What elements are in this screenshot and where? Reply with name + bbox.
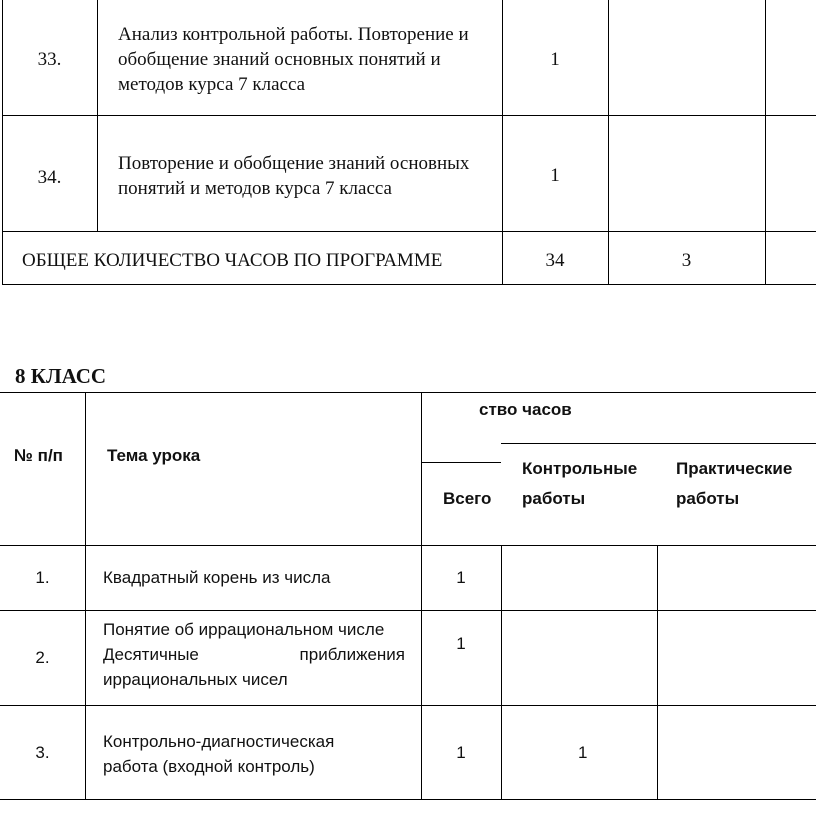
section-title: 8 КЛАСС [15,364,107,388]
summary-label: ОБЩЕЕ КОЛИЧЕСТВО ЧАСОВ ПО ПРОГРАММЕ [22,250,443,271]
row-number: 34. [37,167,62,188]
topic-word: приближения [299,645,405,664]
topic-text: Квадратный корень из числа [103,568,331,587]
topic-word: Десятичные [103,645,199,664]
summary-total: 34 [545,250,565,271]
table-border [2,231,816,232]
hours-control: 1 [578,743,588,762]
table-border [608,0,609,285]
header-total: Всего [443,489,492,508]
header-hours-group: ство часов [479,400,572,419]
topic-text: Повторение и обобщение знаний основных [118,153,470,174]
table-border [2,284,816,285]
summary-control: 3 [681,250,692,271]
topic-text: Контрольно-диагностическая [103,732,335,751]
row-number: 1. [35,568,50,587]
table-border [421,462,501,463]
table-border [97,0,98,232]
table-border [421,392,422,800]
table-border [657,545,658,800]
table-border [85,392,86,800]
table-border [502,0,503,285]
table-border [2,115,816,116]
header-num: № п/п [14,446,63,465]
row-number: 2. [35,648,50,667]
header-topic: Тема урока [107,446,201,465]
topic-text: обобщение знаний основных понятий и [118,49,441,70]
header-practical: Практические [676,459,793,478]
table-border [501,443,816,444]
topic-text: иррациональных чисел [103,670,288,689]
header-control: работы [522,489,586,508]
topic-text: методов курса 7 класса [118,74,306,95]
table-border [2,0,3,285]
topic-text [103,643,405,666]
hours-total: 1 [456,743,466,762]
table-border [501,545,502,800]
topic-text: Анализ контрольной работы. Повторение и [118,24,469,45]
row-number: 3. [35,743,50,762]
table-border [0,799,816,800]
hours-total: 1 [456,634,466,653]
table-border [0,545,816,546]
topic-text: Понятие об иррациональном числе [103,620,385,639]
topic-text: работа (входной контроль) [103,757,315,776]
hours-total: 1 [456,568,466,587]
hours-total: 1 [550,165,560,186]
table-border [0,610,816,611]
row-number: 33. [37,49,62,70]
table-border [0,705,816,706]
table-border [0,392,816,393]
hours-total: 1 [550,49,560,70]
header-control: Контрольные [522,459,638,478]
topic-text: понятий и методов курса 7 класса [118,178,392,199]
table-border [765,0,766,285]
header-practical: работы [676,489,740,508]
